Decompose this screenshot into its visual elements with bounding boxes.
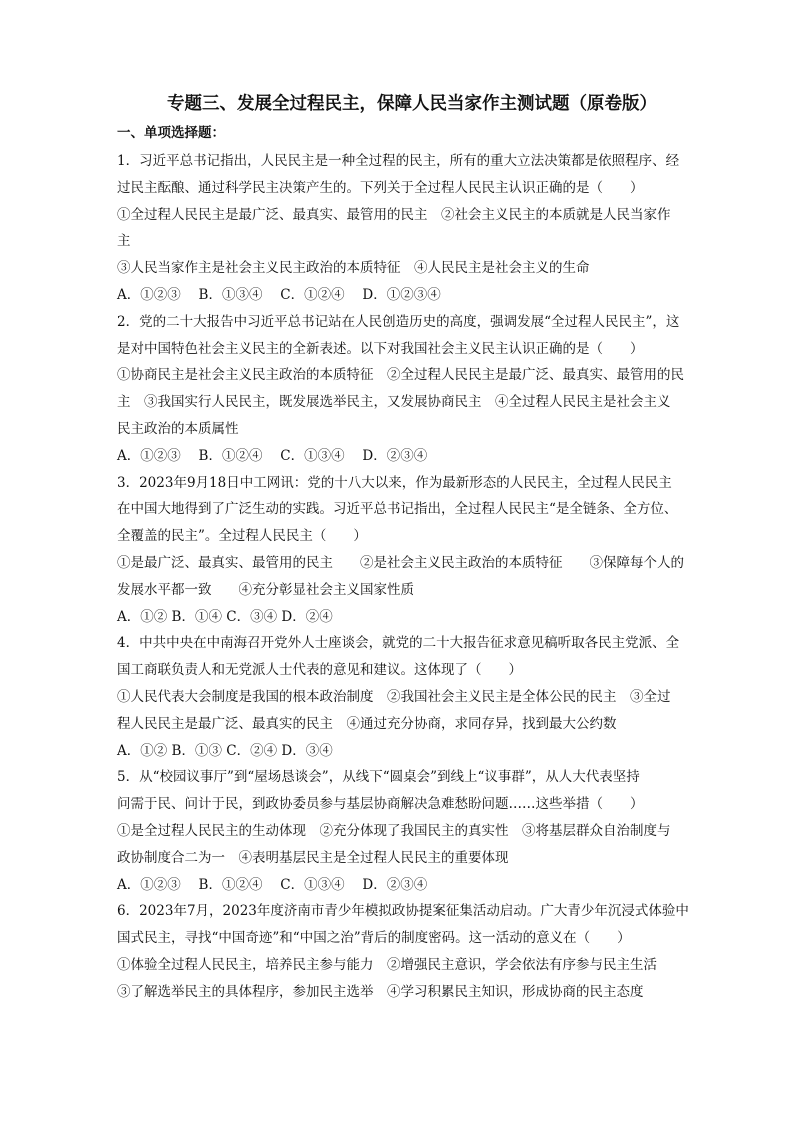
question-text-line: ①全过程人民民主是最广泛、最真实、最管用的民主 ②社会主义民主的本质就是人民当家作	[117, 206, 671, 223]
question-text-line: 主 ③我国实行人民民主，既发展选举民主，又发展协商民主 ④全过程人民民主是社会主义	[117, 394, 671, 411]
question-text-line: 问需于民、问计于民，到政协委员参与基层协商解决急难愁盼问题……这些举措（ ）	[117, 796, 644, 813]
exam-page	[117, 92, 707, 1006]
answer-choices: A．①②③ B．①②④ C．①③④ D．②③④	[117, 447, 428, 464]
question-text-line: 5．从“校园议事厅”到“屋场恳谈会”，从线下“圆桌会”到线上“议事群”，从人大代表坚持	[117, 769, 640, 786]
answer-choices: A．①②③ B．①③④ C．①②④ D．①②③④	[117, 286, 441, 303]
question-block	[117, 764, 707, 898]
question-text-line: 6．2023年7月，2023年度济南市青少年模拟政协提案征集活动启动。广大青少年沉浸式体验中	[117, 903, 689, 920]
question-text-line: 国式民主，寻找“中国奇迹”和“中国之治”背后的制度密码。这一活动的意义在（ ）	[117, 930, 631, 947]
question-text-line: 在中国大地得到了广泛生动的实践。习近平总书记指出，全过程人民民主“是全链条、全方位、	[117, 501, 678, 518]
question-text-line: ①是全过程人民民主的生动体现 ②充分体现了我国民主的真实性 ③将基层群众自治制度与	[117, 822, 671, 839]
question-text-line: 4．中共中央在中南海召开党外人士座谈会，就党的二十大报告征求意见稿听取各民主党派、全	[117, 635, 680, 652]
question-block	[117, 470, 707, 631]
question-text-line: ①是最广泛、最真实、最管用的民主 ②是社会主义民主政治的本质特征 ③保障每个人的	[117, 554, 684, 571]
question-text-line: ③人民当家作主是社会主义民主政治的本质特征 ④人民民主是社会主义的生命	[117, 260, 590, 277]
question-text-line: 是对中国特色社会主义民主的全新表述。以下对我国社会主义民主认识正确的是（ ）	[117, 340, 644, 357]
question-text-line: 政协制度合二为一 ④表明基层民主是全过程人民民主的重要体现	[117, 849, 509, 866]
question-text-line: 2．党的二十大报告中习近平总书记站在人民创造历史的高度，强调发展“全过程人民民主”，这	[117, 313, 680, 330]
question-text-line: 发展水平都一致 ④充分彰显社会主义国家性质	[117, 581, 414, 598]
question-block	[117, 898, 707, 1005]
answer-choices: A．①② B．①④ C．③④ D．②④	[117, 608, 333, 625]
question-text-line: 程人民民主是最广泛、最真实的民主 ④通过充分协商，求同存异，找到最大公约数	[117, 715, 617, 732]
question-text-line: ①协商民主是社会主义民主政治的本质特征 ②全过程人民民主是最广泛、最真实、最管用的民	[117, 367, 684, 384]
question-text-line: 全覆盖的民主”。全过程人民民主（ ）	[117, 528, 367, 545]
question-block	[117, 630, 707, 764]
question-text-line: 国工商联负责人和无党派人士代表的意见和建议。这体现了（ ）	[117, 662, 522, 679]
question-text-line: 1．习近平总书记指出，人民民主是一种全过程的民主，所有的重大立法决策都是依照程序、经	[117, 153, 680, 169]
question-text-line: ①人民代表大会制度是我国的根本政治制度 ②我国社会主义民主是全体公民的民主 ③全过	[117, 688, 671, 705]
question-text-line: 过民主酝酿、通过科学民主决策产生的。下列关于全过程人民民主认识正确的是（ ）	[117, 179, 644, 196]
question-text-line: ①体验全过程人民民主，培养民主参与能力 ②增强民主意识，学会依法有序参与民主生活	[117, 956, 657, 973]
answer-choices: A．①②③ B．①②④ C．①③④ D．②③④	[117, 876, 428, 893]
question-text-line: 3．2023年9月18日中工网讯：党的十八大以来，作为最新形态的人民民主，全过程人民民主	[117, 474, 672, 491]
question-text-line: 主	[117, 233, 131, 250]
question-text-line: ③了解选举民主的具体程序，参加民主选举 ④学习积累民主知识，形成协商的民主态度	[117, 983, 644, 1000]
question-block	[117, 148, 707, 309]
section-heading: 一、单项选择题：	[117, 125, 225, 141]
question-list	[117, 148, 707, 1006]
document-title: 专题三、发展全过程民主，保障人民当家作主测试题（原卷版）	[167, 94, 657, 114]
question-text-line: 民主政治的本质属性	[117, 420, 239, 437]
answer-choices: A．①② B．①③ C．②④ D．③④	[117, 742, 333, 759]
question-block	[117, 309, 707, 470]
